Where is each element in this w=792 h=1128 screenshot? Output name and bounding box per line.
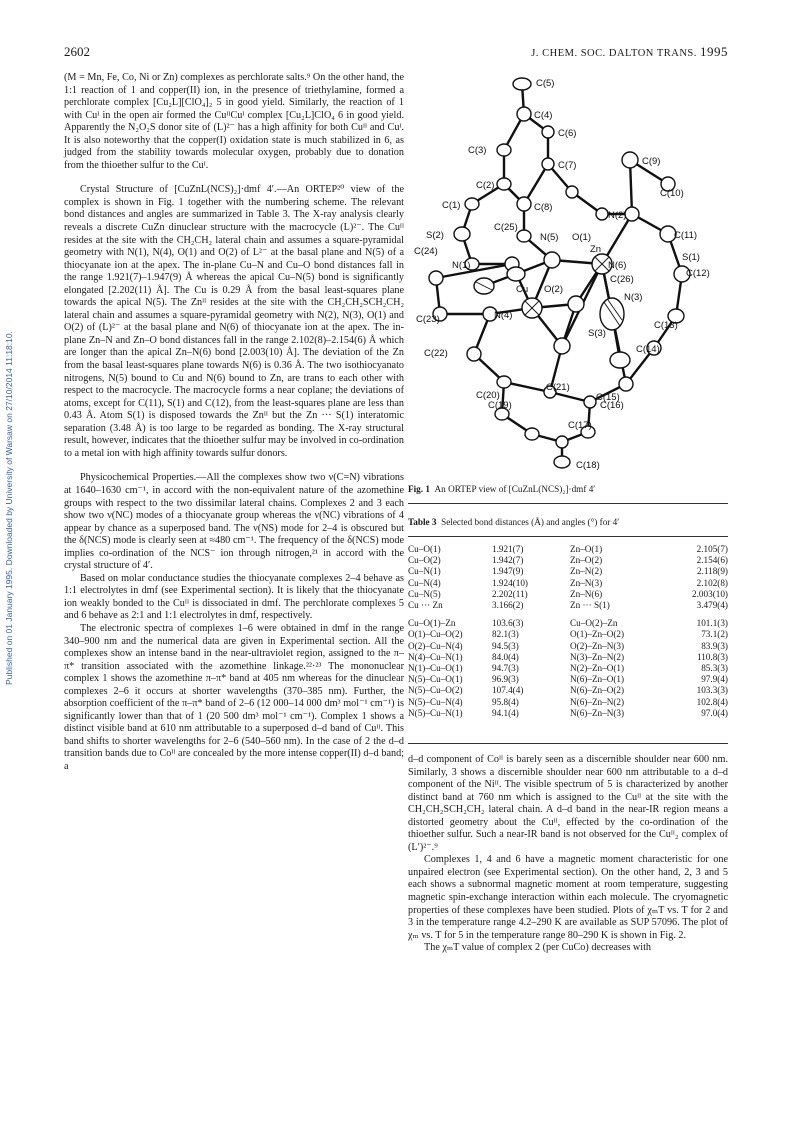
atom-label: C(19) [488, 400, 512, 411]
ortep-figure [412, 64, 728, 482]
atom-label: S(1) [682, 252, 700, 263]
left-column [64, 72, 404, 774]
figure-label: Fig. 1 [408, 484, 430, 494]
table-row [408, 652, 728, 663]
atom-label: N(6) [608, 260, 627, 271]
table-cell: Zn–O(2) [570, 555, 603, 566]
table-row [408, 685, 728, 696]
table-row [408, 618, 728, 629]
table-cell: N(6)–Zn–N(3) [570, 707, 625, 718]
table-cell: 2.003(10) [692, 588, 728, 599]
download-watermark-text: Published on 01 January 1995. Downloaded by University of Warsaw on 27/10/2014 11:18:10. [4, 331, 14, 685]
atom-label: Cu [516, 284, 529, 295]
table-cell: 1.942(7) [492, 555, 524, 566]
atom-label: C(9) [642, 156, 661, 167]
bond-table [408, 544, 728, 719]
table-cell: O(1)–Zn–O(2) [570, 629, 625, 640]
atom-label: N(4) [494, 310, 513, 321]
download-watermark [2, 210, 16, 810]
table-cell: 1.921(7) [492, 544, 524, 554]
atom-label: C(25) [494, 222, 518, 233]
atom-label: S(3) [588, 328, 606, 339]
atom-label: C(8) [534, 202, 553, 213]
atom-label: C(6) [558, 128, 577, 139]
table-cell: N(1)–Cu–O(1) [408, 663, 463, 674]
ortep-drawing [412, 64, 728, 482]
table-cell: Cu–N(4) [408, 577, 441, 588]
paragraph: The χₘT value of complex 2 (per CuCo) decreases with [424, 942, 651, 954]
page-header [64, 44, 728, 60]
atom-label: C(18) [576, 460, 600, 471]
atom-label: C(20) [476, 390, 500, 401]
table-cell: 97.0(4) [701, 707, 728, 718]
table-cell: 2.202(11) [492, 588, 528, 599]
table-bottom-rule [408, 743, 728, 744]
figure-caption-text: An ORTEP view of [CuZnL(NCS)₂]·dmf 4′ [434, 484, 596, 494]
table-row [408, 578, 728, 589]
atom-label: C(12) [686, 268, 710, 279]
paragraph: Crystal Structure of [CuZnL(NCS)₂]·dmf 4′.—An ORTEP²⁰ view of the complex is shown in Fig. 1 together with the numbering scheme. The relevant bond distances and angles are summarized in Table 3. The X-ray analysis clearly reveals a discrete CuZn dinuclear structure with the macrocycle (L)²⁻. The Cuᴵᴵ resides at the site with the CH₂CH₂ lateral chain and assumes a square-pyramidal geometry with N(1), N(4), O(1) and O(2) of L²⁻ at the basal plane and N(5) of a thiocyanate ion at the apex. The in-plane Cu–N and Cu–O bond distances fall in the range 1.921(7)–1.947(9) Å whereas the apical Cu–N(5) bond is significantly elongated [2.202(11) Å]. The Cu is 0.29 Å from the basal least-squares plane towards the apical N(5). The Znᴵᴵ resides at the site with the CH₂CH₂SCH₂CH₂ lateral chain and assumes a square-pyramidal geometry with N(2), N(3), O(1) and O(2) of (L)²⁻ at the basal plane and N(6) of thiocyanate ion at the apex. The in-plane Zn–N and Zn–O bond distances fall in the range 2.102(8)–2.154(6) Å which are longer than the apical Zn–N(6) bond [2.003(10) Å]. The deviation of the Zn from the basal least-squares plane towards N(6) is 0.36 Å. The two isothiocyanato nitrogens, N(5) bound to Cu and N(6) bound to Zn, are trans to each other with respect to the macrocycle. The macrocycle forms a near coplane; the deviations of atoms, except for C(11), S(1) and C(12), from the least-squares plane are less than 0.43 Å. Atom S(1) is disposed towards the Znᴵᴵ but the Zn ··· S(1) interatomic separation (3.48 Å) is too large to be regarded as bonding. The X-ray structural result, however, indicates that the thioether sulfur may be involved in co-ordination to a metal ion with high affinity towards sulfur donors. [64, 184, 404, 459]
table-row [408, 697, 728, 708]
table-cell: 95.8(4) [492, 696, 519, 707]
table-top-rule [408, 503, 728, 504]
table-cell: Zn–N(6) [570, 588, 603, 599]
table-row [408, 544, 728, 555]
table-cell: 94.5(3) [492, 640, 519, 651]
table-cell: N(6)–Zn–O(2) [570, 685, 625, 696]
atom-label: C(14) [636, 344, 660, 355]
table-cell: 103.3(3) [696, 685, 728, 696]
table-cell: 103.6(3) [492, 618, 524, 629]
paragraph: (M = Mn, Fe, Co, Ni or Zn) complexes as perchlorate salts.⁹ On the other hand, the 1:1 reaction of 1 and copper(II) ion, in the presence of triethylamine, formed a perchlorate complex [Cu₂L][ClO₄]₂ 5 in good yield. Similarly, the reaction of 1 with Cuᴵ in the open air formed the CuᴵᴵCuᴵ complex [Cu₂L]ClO₄ 6 in good yield. Apparently the N₂O₂S donor site of (L)²⁻ has a high affinity for both Cuᴵᴵ and Cuᴵ. It is also noteworthy that the copper(I) oxidation state is much stabilized in 6, as judged from the stability towards molecular oxygen, probably due to donation from the thioether sulfur to the Cuᴵ. [64, 72, 404, 171]
table-cell: 3.166(2) [492, 600, 524, 611]
atom-label: O(1) [572, 232, 591, 243]
paragraph: d–d component of Coᴵᴵ is barely seen as a discernible shoulder near 600 nm. Similarly, 3 shows a discernible shoulder near 600 nm attributable to a d–d component of the Niᴵᴵ. The visible spectrum of 5 is characterized by another distinct band at 760 nm which is assigned to the Cuᴵᴵ at the site with the CH₂CH₂SCH₂CH₂ lateral chain. A d–d band in the near-IR region means a distorted geometry about the Cuᴵᴵ, effected by the co-ordination of the thioether sulfur. Such a near-IR band is not observed for the Cuᴵᴵ₂ complex of (L′)²⁻.⁹ [408, 754, 728, 853]
table-cell: Cu–N(5) [408, 588, 441, 599]
atom-label: C(7) [558, 160, 577, 171]
atom-label: C(26) [610, 274, 634, 285]
journal-name: J. CHEM. SOC. DALTON TRANS. [531, 48, 697, 59]
table-caption [408, 517, 728, 527]
atom-label: C(3) [468, 145, 487, 156]
table-cell: 3.479(4) [696, 600, 728, 611]
table-caption-text: Selected bond distances (Å) and angles (°) for 4′ [441, 517, 620, 527]
table-cell: Cu–O(1)–Zn [408, 618, 456, 629]
right-column [408, 754, 728, 955]
table-cell: 1.924(10) [492, 577, 528, 588]
table-row [408, 555, 728, 566]
table-row [408, 708, 728, 719]
table-cell: N(6)–Zn–N(2) [570, 696, 625, 707]
atom-label: C(2) [476, 180, 495, 191]
table-cell: N(6)–Zn–O(1) [570, 674, 625, 685]
table-cell: N(3)–Zn–N(2) [570, 651, 625, 662]
table-cell: Zn–N(3) [570, 577, 603, 588]
table-row [408, 663, 728, 674]
atom-label: C(23) [416, 314, 440, 325]
atom-label: Zn [590, 244, 602, 255]
table-cell: 102.8(4) [696, 696, 728, 707]
table-cell: 110.8(3) [696, 651, 728, 662]
table-cell: N(4)–Cu–N(1) [408, 651, 463, 662]
table-cell: N(5)–Cu–O(2) [408, 685, 463, 696]
atom-label: N(5) [540, 232, 559, 243]
atom-label: C(16) [600, 400, 624, 411]
table-cell: Cu–O(1) [408, 544, 441, 554]
journal-year: 1995 [700, 44, 728, 59]
table-cell: Cu–O(2) [408, 555, 441, 566]
journal-title [531, 44, 728, 60]
table-cell: 2.102(8) [696, 577, 728, 588]
atom-label: C(17) [568, 420, 592, 431]
table-label: Table 3 [408, 517, 437, 527]
table-cell: 97.9(4) [701, 674, 728, 685]
atom-label: C(1) [442, 200, 461, 211]
table-cell: Cu ··· Zn [408, 600, 443, 611]
table-cell: 2.105(7) [696, 544, 728, 554]
atom-label: C(5) [536, 78, 555, 89]
table-row [408, 629, 728, 640]
atom-label: C(11) [674, 230, 698, 241]
atom-label: N(3) [624, 292, 643, 303]
table-cell: 94.7(3) [492, 663, 519, 674]
table-row [408, 674, 728, 685]
table-cell: Zn–O(1) [570, 544, 603, 554]
table-cell: N(5)–Cu–O(1) [408, 674, 463, 685]
table-cell: N(5)–Cu–N(4) [408, 696, 463, 707]
atom-label: C(13) [654, 320, 678, 331]
table-head-rule [408, 536, 728, 537]
atom-label: C(21) [546, 382, 570, 393]
table-cell: 2.118(9) [696, 566, 728, 577]
atom-label: C(15) [596, 392, 620, 403]
table-cell: Cu–N(1) [408, 566, 441, 577]
atom-label: C(24) [414, 246, 438, 257]
table-cell: 84.0(4) [492, 651, 519, 662]
paragraph: The electronic spectra of complexes 1–6 were obtained in dmf in the range 340–900 nm and the numerical data are given in Experimental section. All the complexes show an intense band in the near-ultraviolet region, assigned to the π–π* transition associated with the azomethine linkage.²²·²³ The mononuclear complex 1 shows the azomethine π–π* band at 405 nm whereas for the dinuclear complexes 2–6 it occurs at shorter wavelengths (370–385 nm). Further, the absorption coefficient of the π–π* band of 2–6 (12 000–14 000 dm³ mol⁻¹ cm⁻¹) is significantly lower than that of 1 (20 500 dm³ mol⁻¹ cm⁻¹). Complex 1 shows a distinct visible band at 610 nm attributable to a superposed d–d band of Cuᴵᴵ. This band shifts to shorter wavelengths for 2–6 (540–560 nm). In the case of 2 the d–d transition bands due to Coᴵᴵ are concealed by the more intense copper(II) d–d band; a [64, 622, 404, 772]
paragraph: Based on molar conductance studies the thiocyanate complexes 2–4 behave as 1:1 electrolytes in dmf (see Experimental section). It is likely that the thiocyanate ion weakly bonded to the Cuᴵᴵ is dissociated in dmf. The perchlorate complexes 5 and 6 behave as 2:1 and 1:1 electrolytes in dmf, respectively. [64, 572, 404, 622]
atom-label: S(2) [426, 230, 444, 241]
atom-label: C(4) [534, 110, 553, 121]
table-cell: 2.154(6) [696, 555, 728, 566]
paragraph: Physicochemical Properties.—All the complexes show two ν(C=N) vibrations at 1640–1630 cm⁻¹, in accord with the non-equivalent nature of the azomethine groups with respect to the two dissimilar lateral chains. Complexes 2 and 3 each show two ν(NC) modes of a thiocyanate group whereas the ν(NC) vibrations of 4 appear by chance as a superposed band. The ν(NS) mode for 2–4 is obscured but the δ(NCS) mode is clearly seen at ≈480 cm⁻¹. The frequency of the δ(NCS) mode implies co-ordination of the NCS⁻ ion through nitrogen,²¹ in accord with the crystal structure of 4′. [64, 472, 404, 572]
table-row [408, 641, 728, 652]
table-cell: O(2)–Zn–N(3) [570, 640, 625, 651]
table-cell: Cu–O(2)–Zn [570, 618, 618, 629]
atom-label: N(2) [608, 210, 627, 221]
table-cell: 82.1(3) [492, 629, 519, 640]
atom-label: C(22) [424, 348, 448, 359]
table-row [408, 589, 728, 600]
table-cell: 83.9(3) [701, 640, 728, 651]
table-cell: 96.9(3) [492, 674, 519, 685]
table-cell: 107.4(4) [492, 685, 524, 696]
paragraph: Complexes 1, 4 and 6 have a magnetic moment characteristic for one unpaired electron (see Experimental section). On the other hand, 2, 3 and 5 each shows a subnormal magnetic moment at room temperature, suggesting magnetic spin-exchange interaction within each molecule. The cryomagnetic properties of these complexes have been studied. Plots of χₘT vs. T for 2 and 3 in the temperature range 4.2–290 K are available as SUP 57096. The plot of χₘ vs. T for 5 in the temperature range 80–290 K is shown in Fig. 2. [408, 854, 728, 941]
table-cell: O(1)–Cu–O(2) [408, 629, 463, 640]
table-cell: 1.947(9) [492, 566, 524, 577]
table-cell: O(2)–Cu–N(4) [408, 640, 463, 651]
table-cell: 101.1(3) [696, 618, 728, 629]
table-cell: Zn–N(2) [570, 566, 603, 577]
table-row [408, 566, 728, 577]
figure-caption [408, 484, 728, 494]
atom-label: O(2) [544, 284, 563, 295]
page-number: 2602 [64, 44, 90, 59]
table-cell: 73.1(2) [701, 629, 728, 640]
table-row [408, 600, 728, 611]
table-cell: 94.1(4) [492, 707, 519, 718]
atom-label: N(1) [452, 260, 471, 271]
table-cell: N(5)–Cu–N(1) [408, 707, 463, 718]
table-cell: 85.3(3) [701, 663, 728, 674]
table-cell: N(2)–Zn–O(1) [570, 663, 625, 674]
atom-label: C(10) [660, 188, 684, 199]
table-cell: Zn ··· S(1) [570, 600, 610, 611]
